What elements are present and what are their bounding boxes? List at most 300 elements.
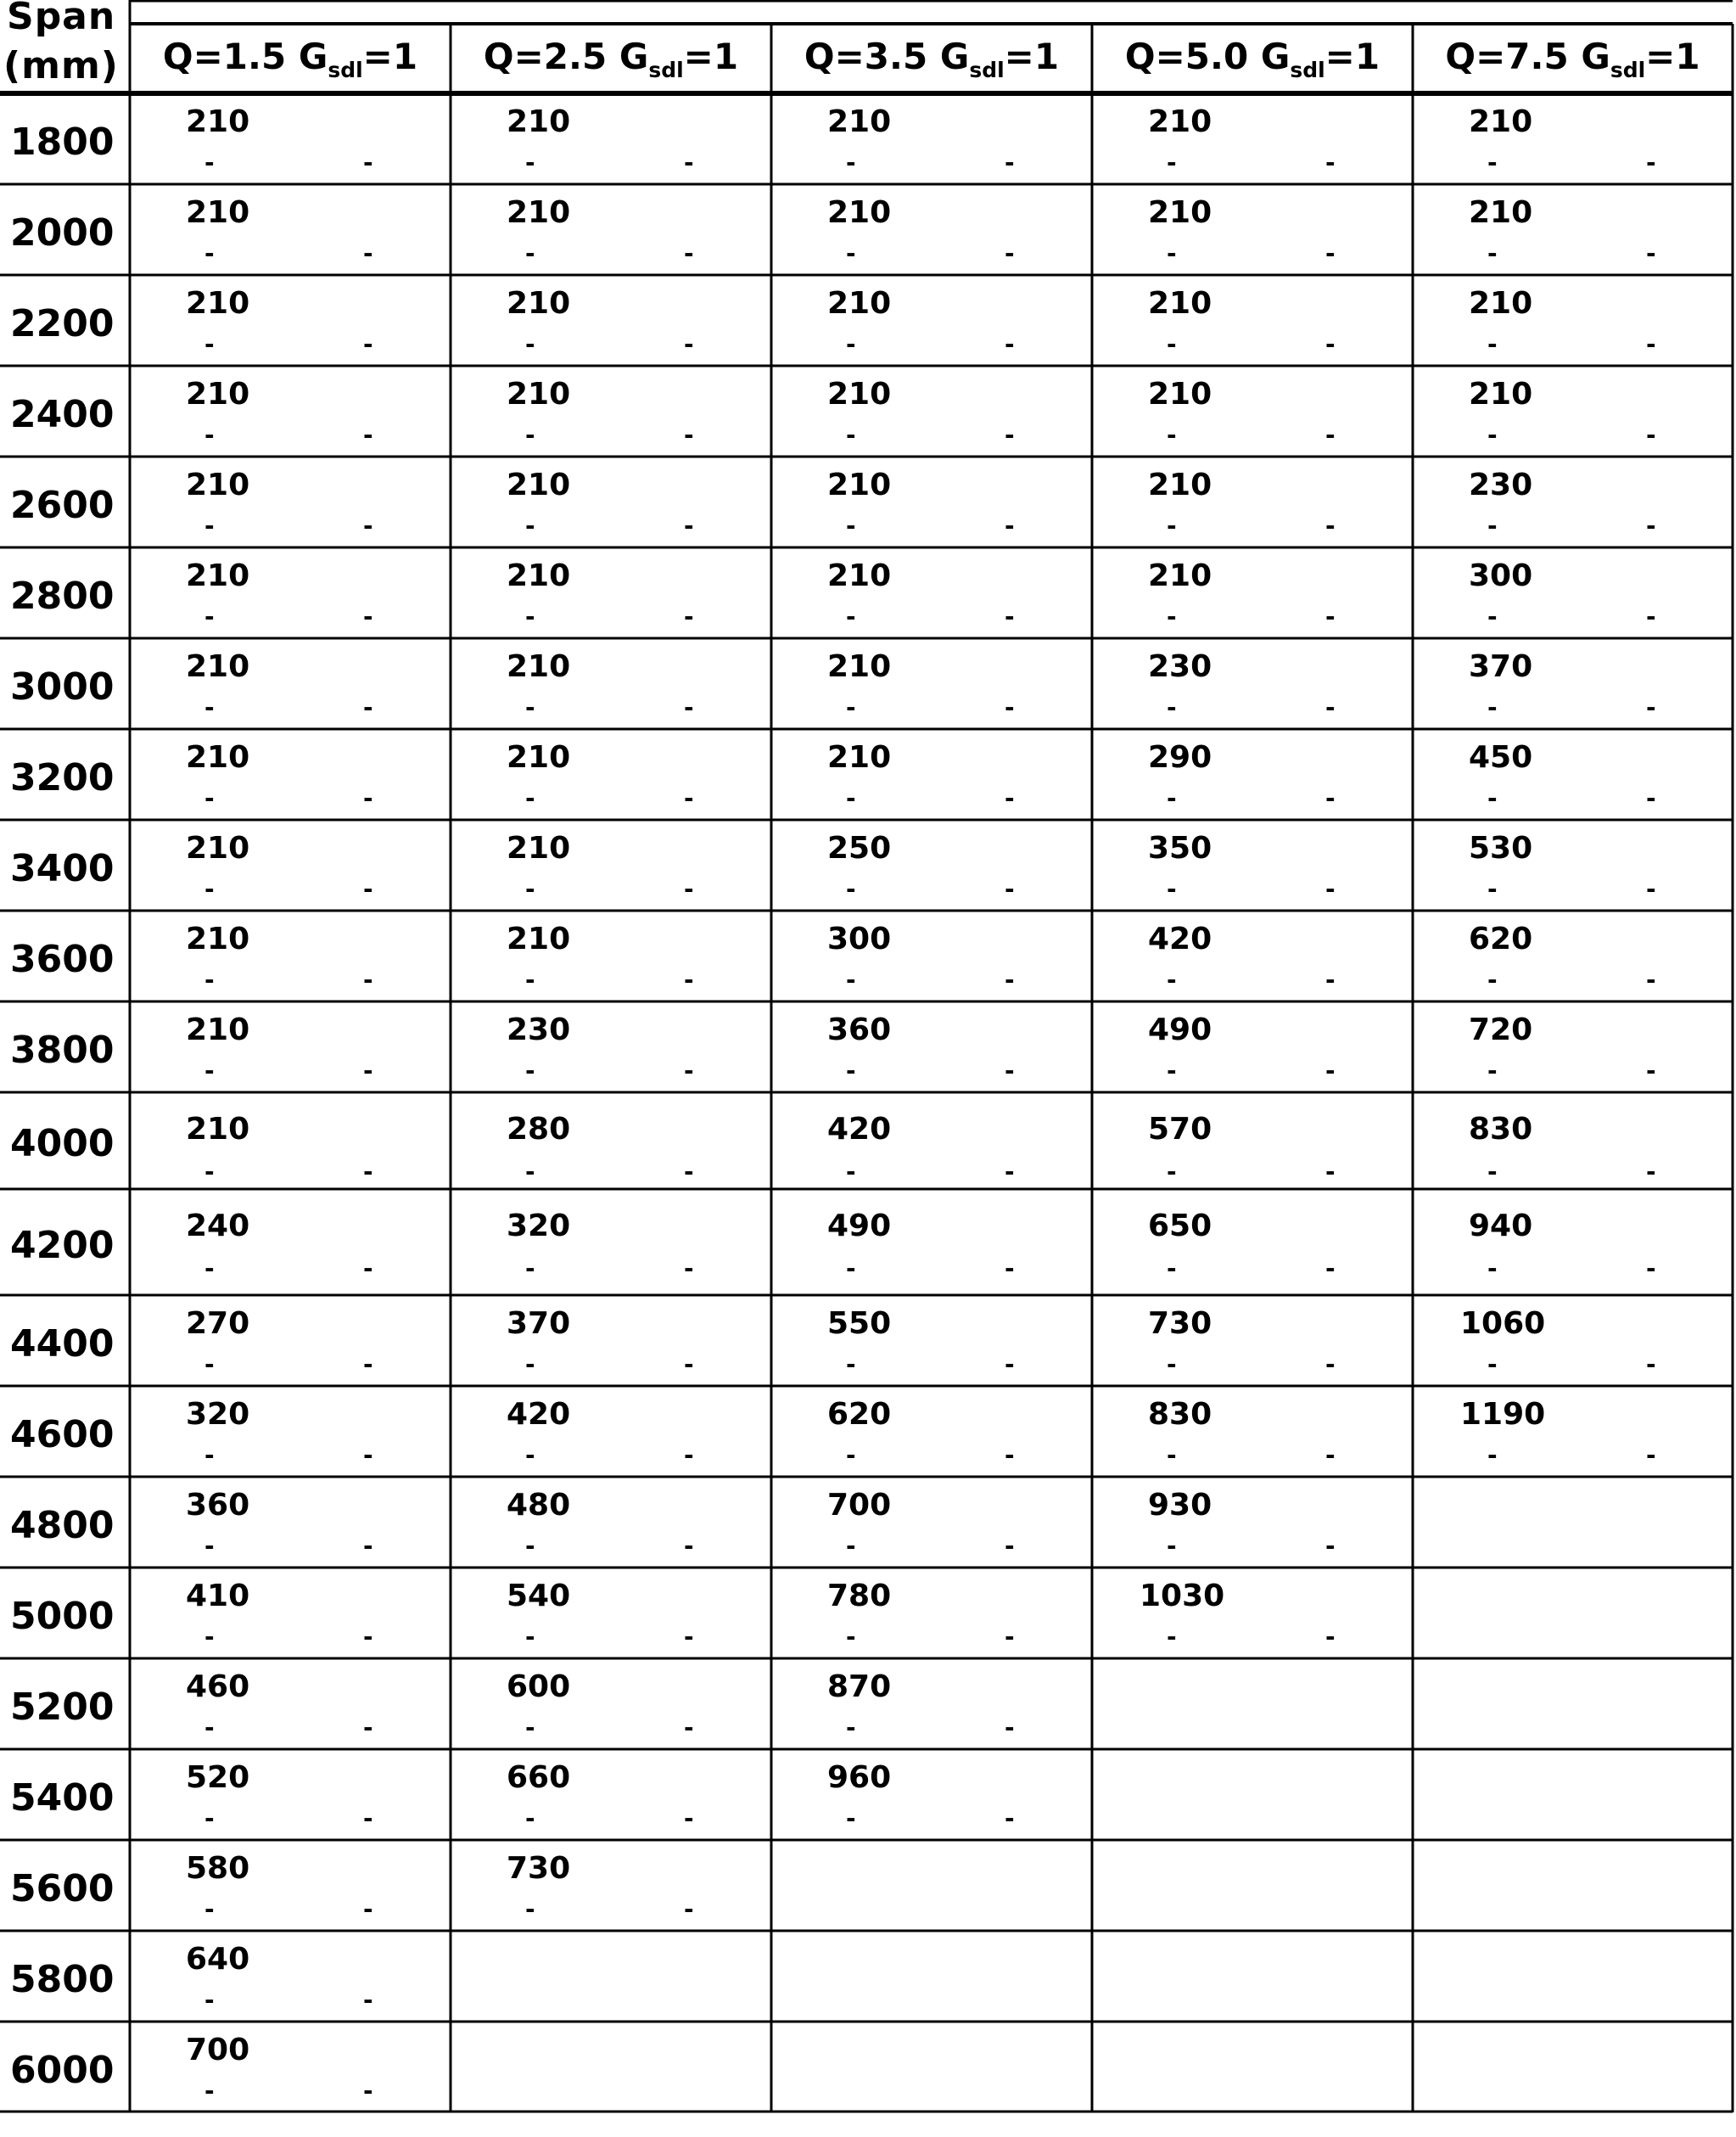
cell-value: 360 [827, 1012, 892, 1047]
cell-dash-right: - [1325, 1350, 1336, 1378]
column-header-suffix: =1 [1004, 36, 1060, 77]
cell-dash-left: - [1487, 149, 1498, 177]
cell-dash-left: - [846, 1623, 856, 1651]
cell-dash-right: - [363, 784, 373, 812]
cell-dash-right: - [363, 1350, 373, 1378]
cell-dash-left: - [525, 1895, 535, 1923]
cell-value: 700 [827, 1488, 892, 1523]
cell-dash-left: - [204, 421, 215, 449]
cell-dash-right: - [1325, 966, 1336, 994]
cell-dash-left: - [525, 1623, 535, 1651]
cell-value: 210 [827, 468, 892, 502]
cell-dash-left: - [204, 966, 215, 994]
cell-dash-right: - [363, 1532, 373, 1560]
cell-dash-right: - [1005, 1804, 1015, 1832]
cell-dash-left: - [204, 512, 215, 540]
column-header-subscript: sdl [328, 58, 363, 82]
cell-dash-left: - [1167, 1623, 1177, 1651]
cell-value: 210 [186, 468, 250, 502]
cell-dash-left: - [1167, 693, 1177, 721]
cell-value: 210 [1469, 104, 1533, 139]
span-header-line2: (mm) [3, 44, 119, 87]
cell-dash-right: - [684, 1804, 694, 1832]
cell-dash-right: - [1005, 966, 1015, 994]
cell-dash-left: - [204, 1714, 215, 1742]
cell-dash-left: - [204, 1158, 215, 1186]
cell-value: 960 [827, 1760, 892, 1795]
cell-value: 320 [507, 1209, 571, 1243]
cell-dash-left: - [1167, 1254, 1177, 1282]
cell-dash-left: - [1167, 784, 1177, 812]
cell-dash-right: - [1646, 603, 1656, 631]
cell-dash-right: - [363, 1895, 373, 1923]
cell-value: 210 [186, 558, 250, 593]
span-value: 4400 [10, 1321, 115, 1366]
cell-value: 210 [507, 104, 571, 139]
cell-value: 620 [827, 1397, 892, 1432]
cell-dash-left: - [525, 693, 535, 721]
cell-dash-left: - [525, 966, 535, 994]
span-value: 2200 [10, 301, 115, 345]
column-header-label: Q=1.5 G [162, 36, 328, 77]
span-value: 4200 [10, 1223, 115, 1267]
span-value: 5200 [10, 1685, 115, 1729]
cell-value: 210 [1469, 195, 1533, 230]
cell-value: 660 [507, 1760, 571, 1795]
cell-dash-left: - [846, 421, 856, 449]
cell-dash-right: - [363, 1441, 373, 1469]
cell-value: 580 [186, 1851, 250, 1886]
cell-dash-right: - [1005, 1714, 1015, 1742]
cell-dash-left: - [846, 693, 856, 721]
cell-value: 210 [827, 649, 892, 684]
cell-dash-right: - [684, 1254, 694, 1282]
cell-dash-right: - [684, 966, 694, 994]
cell-value: 870 [827, 1669, 892, 1704]
cell-dash-right: - [684, 1895, 694, 1923]
cell-dash-right: - [684, 875, 694, 903]
cell-value: 930 [1148, 1488, 1212, 1523]
cell-dash-right: - [684, 1532, 694, 1560]
cell-dash-right: - [1325, 1158, 1336, 1186]
cell-dash-right: - [1325, 1441, 1336, 1469]
cell-dash-left: - [1167, 1441, 1177, 1469]
span-value: 2600 [10, 483, 115, 527]
cell-dash-left: - [1167, 512, 1177, 540]
cell-dash-right: - [1646, 784, 1656, 812]
span-value: 4000 [10, 1122, 115, 1165]
column-header [1413, 36, 1733, 82]
cell-value: 780 [827, 1579, 892, 1613]
cell-dash-left: - [1487, 875, 1498, 903]
cell-value: 570 [1148, 1112, 1212, 1147]
cell-value: 210 [827, 377, 892, 412]
cell-dash-right: - [1005, 1254, 1015, 1282]
cell-dash-right: - [684, 1057, 694, 1085]
cell-value: 290 [1148, 740, 1212, 775]
cell-value: 210 [186, 104, 250, 139]
cell-dash-right: - [1646, 149, 1656, 177]
cell-value: 620 [1469, 922, 1533, 956]
cell-dash-left: - [204, 1623, 215, 1651]
cell-value: 830 [1148, 1397, 1212, 1432]
cell-value: 1190 [1460, 1397, 1546, 1432]
cell-dash-right: - [363, 149, 373, 177]
column-header-subscript: sdl [1610, 58, 1646, 82]
cell-dash-right: - [684, 149, 694, 177]
cell-value: 490 [1148, 1012, 1212, 1047]
cell-value: 730 [507, 1851, 571, 1886]
cell-value: 540 [507, 1579, 571, 1613]
cell-dash-right: - [363, 239, 373, 267]
cell-dash-left: - [204, 603, 215, 631]
column-header-label: Q=5.0 G [1124, 36, 1291, 77]
column-header-suffix: =1 [1324, 36, 1380, 77]
cell-dash-left: - [846, 1350, 856, 1378]
cell-value: 210 [186, 377, 250, 412]
cell-dash-right: - [684, 1623, 694, 1651]
cell-dash-left: - [846, 239, 856, 267]
cell-dash-left: - [846, 1441, 856, 1469]
cell-dash-right: - [363, 966, 373, 994]
cell-value: 210 [1148, 104, 1212, 139]
cell-dash-right: - [684, 784, 694, 812]
cell-dash-left: - [1167, 149, 1177, 177]
cell-dash-right: - [1646, 966, 1656, 994]
cell-value: 210 [507, 558, 571, 593]
cell-value: 210 [1148, 286, 1212, 321]
cell-dash-right: - [1325, 1532, 1336, 1560]
span-value: 3200 [10, 755, 115, 799]
cell-dash-left: - [846, 966, 856, 994]
cell-dash-right: - [684, 603, 694, 631]
span-value: 5400 [10, 1775, 115, 1820]
cell-dash-right: - [684, 512, 694, 540]
cell-dash-left: - [1167, 1350, 1177, 1378]
cell-dash-left: - [1487, 421, 1498, 449]
cell-value: 210 [1469, 286, 1533, 321]
cell-value: 370 [1469, 649, 1533, 684]
cell-dash-right: - [363, 1254, 373, 1282]
cell-value: 370 [507, 1306, 571, 1341]
cell-dash-right: - [684, 330, 694, 358]
cell-dash-right: - [1646, 421, 1656, 449]
cell-dash-right: - [1005, 1623, 1015, 1651]
cell-dash-left: - [1487, 693, 1498, 721]
cell-value: 420 [1148, 922, 1212, 956]
cell-dash-right: - [1325, 330, 1336, 358]
cell-value: 1030 [1140, 1579, 1225, 1613]
cell-dash-left: - [204, 239, 215, 267]
cell-dash-left: - [1487, 1158, 1498, 1186]
cell-value: 270 [186, 1306, 250, 1341]
cell-dash-right: - [1646, 693, 1656, 721]
cell-dash-left: - [525, 1441, 535, 1469]
cell-dash-left: - [1167, 875, 1177, 903]
cell-dash-right: - [1325, 1623, 1336, 1651]
cell-value: 210 [827, 286, 892, 321]
cell-dash-right: - [1325, 1057, 1336, 1085]
cell-dash-right: - [1005, 875, 1015, 903]
cell-dash-left: - [846, 1057, 856, 1085]
cell-value: 720 [1469, 1012, 1533, 1047]
cell-dash-right: - [1005, 784, 1015, 812]
cell-value: 300 [1469, 558, 1533, 593]
cell-dash-left: - [525, 1254, 535, 1282]
span-value: 2000 [10, 210, 115, 255]
cell-dash-left: - [204, 784, 215, 812]
cell-dash-left: - [846, 512, 856, 540]
cell-dash-right: - [363, 693, 373, 721]
cell-value: 600 [507, 1669, 571, 1704]
cell-dash-left: - [525, 1158, 535, 1186]
cell-dash-right: - [1005, 239, 1015, 267]
cell-dash-left: - [525, 512, 535, 540]
cell-value: 700 [186, 2033, 250, 2067]
cell-dash-right: - [1325, 693, 1336, 721]
cell-dash-right: - [1646, 1441, 1656, 1469]
cell-value: 210 [827, 195, 892, 230]
cell-value: 320 [186, 1397, 250, 1432]
cell-dash-left: - [525, 1057, 535, 1085]
span-value: 5800 [10, 1957, 115, 2001]
cell-value: 210 [507, 468, 571, 502]
cell-value: 210 [1148, 377, 1212, 412]
span-header-line1: Span [7, 0, 116, 38]
cell-dash-left: - [1167, 603, 1177, 631]
cell-value: 650 [1148, 1209, 1212, 1243]
column-header [771, 36, 1092, 82]
cell-dash-right: - [1646, 1350, 1656, 1378]
cell-value: 210 [186, 740, 250, 775]
cell-dash-left: - [1487, 512, 1498, 540]
cell-dash-right: - [363, 1623, 373, 1651]
cell-dash-left: - [1487, 1350, 1498, 1378]
cell-dash-left: - [1167, 966, 1177, 994]
cell-value: 530 [1469, 831, 1533, 866]
column-header-subscript: sdl [1290, 58, 1325, 82]
column-header-label: Q=3.5 G [804, 36, 970, 77]
cell-dash-right: - [1325, 421, 1336, 449]
cell-dash-right: - [1325, 603, 1336, 631]
cell-dash-left: - [1167, 1057, 1177, 1085]
cell-dash-right: - [363, 512, 373, 540]
cell-dash-right: - [1005, 421, 1015, 449]
cell-dash-left: - [525, 239, 535, 267]
cell-dash-right: - [684, 421, 694, 449]
cell-dash-left: - [204, 1532, 215, 1560]
cell-dash-left: - [846, 1714, 856, 1742]
cell-dash-right: - [684, 239, 694, 267]
cell-dash-left: - [1487, 603, 1498, 631]
cell-value: 1060 [1460, 1306, 1546, 1341]
cell-dash-left: - [204, 2077, 215, 2105]
cell-value: 550 [827, 1306, 892, 1341]
span-value: 3600 [10, 937, 115, 981]
cell-dash-right: - [1325, 239, 1336, 267]
cell-value: 210 [1148, 558, 1212, 593]
cell-dash-right: - [1005, 1057, 1015, 1085]
cell-value: 210 [1148, 195, 1212, 230]
cell-value: 730 [1148, 1306, 1212, 1341]
cell-dash-right: - [363, 1714, 373, 1742]
cell-dash-right: - [1646, 1057, 1656, 1085]
cell-dash-left: - [846, 875, 856, 903]
cell-dash-right: - [684, 1350, 694, 1378]
cell-dash-right: - [1325, 875, 1336, 903]
cell-dash-left: - [846, 330, 856, 358]
cell-dash-right: - [1646, 239, 1656, 267]
span-value: 3800 [10, 1028, 115, 1072]
cell-dash-left: - [204, 1441, 215, 1469]
span-value: 4800 [10, 1503, 115, 1547]
cell-value: 210 [507, 740, 571, 775]
cell-value: 210 [827, 740, 892, 775]
cell-value: 460 [186, 1669, 250, 1704]
cell-dash-right: - [684, 693, 694, 721]
span-value: 4600 [10, 1412, 115, 1456]
cell-value: 300 [827, 922, 892, 956]
column-header-subscript: sdl [969, 58, 1005, 82]
span-value: 1800 [10, 120, 115, 164]
cell-dash-right: - [363, 2077, 373, 2105]
cell-dash-left: - [525, 603, 535, 631]
cell-dash-left: - [1487, 330, 1498, 358]
span-value: 6000 [10, 2048, 115, 2092]
span-value: 5600 [10, 1866, 115, 1910]
cell-dash-right: - [1646, 875, 1656, 903]
cell-dash-left: - [1167, 421, 1177, 449]
cell-value: 210 [1469, 377, 1533, 412]
cell-value: 210 [186, 195, 250, 230]
cell-dash-right: - [1005, 330, 1015, 358]
cell-value: 210 [1148, 468, 1212, 502]
cell-dash-left: - [525, 149, 535, 177]
cell-dash-left: - [525, 1350, 535, 1378]
cell-dash-right: - [363, 1057, 373, 1085]
cell-dash-right: - [1005, 603, 1015, 631]
cell-value: 210 [507, 377, 571, 412]
cell-dash-right: - [1005, 1158, 1015, 1186]
cell-dash-right: - [1646, 330, 1656, 358]
cell-dash-left: - [846, 1254, 856, 1282]
span-value: 2400 [10, 392, 115, 436]
cell-dash-left: - [1487, 1254, 1498, 1282]
cell-value: 230 [507, 1012, 571, 1047]
column-header-subscript: sdl [648, 58, 684, 82]
column-header-suffix: =1 [1645, 36, 1700, 77]
cell-dash-right: - [684, 1158, 694, 1186]
cell-dash-left: - [1487, 966, 1498, 994]
cell-dash-left: - [204, 1057, 215, 1085]
cell-dash-left: - [525, 1532, 535, 1560]
cell-dash-right: - [363, 421, 373, 449]
cell-dash-right: - [363, 330, 373, 358]
cell-dash-right: - [684, 1441, 694, 1469]
cell-dash-right: - [1325, 784, 1336, 812]
cell-value: 210 [507, 286, 571, 321]
column-header-label: Q=2.5 G [483, 36, 649, 77]
cell-value: 490 [827, 1209, 892, 1243]
cell-dash-left: - [525, 1714, 535, 1742]
cell-dash-left: - [1487, 1057, 1498, 1085]
cell-value: 520 [186, 1760, 250, 1795]
column-header-suffix: =1 [683, 36, 739, 77]
cell-value: 210 [186, 1112, 250, 1147]
cell-dash-left: - [525, 784, 535, 812]
cell-dash-left: - [204, 1254, 215, 1282]
cell-dash-right: - [1325, 1254, 1336, 1282]
cell-value: 230 [1469, 468, 1533, 502]
cell-dash-left: - [204, 1350, 215, 1378]
cell-dash-left: - [1167, 1158, 1177, 1186]
cell-dash-right: - [1005, 693, 1015, 721]
cell-dash-left: - [204, 149, 215, 177]
cell-dash-right: - [363, 1986, 373, 2014]
span-value: 3400 [10, 846, 115, 890]
cell-dash-left: - [846, 784, 856, 812]
cell-value: 250 [827, 831, 892, 866]
cell-value: 420 [827, 1112, 892, 1147]
cell-value: 210 [507, 195, 571, 230]
cell-dash-left: - [204, 693, 215, 721]
cell-dash-right: - [684, 1714, 694, 1742]
cell-dash-left: - [846, 1532, 856, 1560]
cell-dash-left: - [204, 330, 215, 358]
cell-value: 210 [827, 104, 892, 139]
cell-dash-left: - [1487, 1441, 1498, 1469]
column-header-label: Q=7.5 G [1445, 36, 1610, 77]
cell-value: 830 [1469, 1112, 1533, 1147]
cell-value: 210 [186, 286, 250, 321]
cell-dash-left: - [204, 1804, 215, 1832]
cell-dash-left: - [525, 875, 535, 903]
cell-value: 240 [186, 1209, 250, 1243]
cell-dash-left: - [204, 1895, 215, 1923]
cell-value: 640 [186, 1942, 250, 1977]
column-header [1092, 36, 1413, 82]
cell-value: 280 [507, 1112, 571, 1147]
cell-dash-left: - [204, 1986, 215, 2014]
cell-value: 210 [186, 922, 250, 956]
cell-dash-left: - [1167, 239, 1177, 267]
cell-dash-right: - [1005, 149, 1015, 177]
cell-dash-left: - [525, 330, 535, 358]
cell-dash-right: - [1646, 1158, 1656, 1186]
cell-dash-left: - [525, 1804, 535, 1832]
cell-dash-right: - [363, 603, 373, 631]
cell-value: 210 [186, 1012, 250, 1047]
cell-dash-left: - [846, 603, 856, 631]
cell-value: 210 [507, 831, 571, 866]
cell-value: 360 [186, 1488, 250, 1523]
cell-value: 230 [1148, 649, 1212, 684]
cell-dash-right: - [363, 1158, 373, 1186]
column-header [130, 36, 451, 82]
cell-dash-right: - [1005, 512, 1015, 540]
cell-dash-right: - [1005, 1532, 1015, 1560]
span-value: 3000 [10, 665, 115, 709]
cell-dash-right: - [1325, 149, 1336, 177]
cell-dash-right: - [1646, 1254, 1656, 1282]
cell-dash-right: - [1325, 512, 1336, 540]
cell-value: 210 [507, 922, 571, 956]
cell-dash-left: - [525, 421, 535, 449]
span-value: 2800 [10, 574, 115, 618]
cell-dash-right: - [363, 875, 373, 903]
cell-dash-left: - [846, 1804, 856, 1832]
cell-dash-left: - [1487, 784, 1498, 812]
